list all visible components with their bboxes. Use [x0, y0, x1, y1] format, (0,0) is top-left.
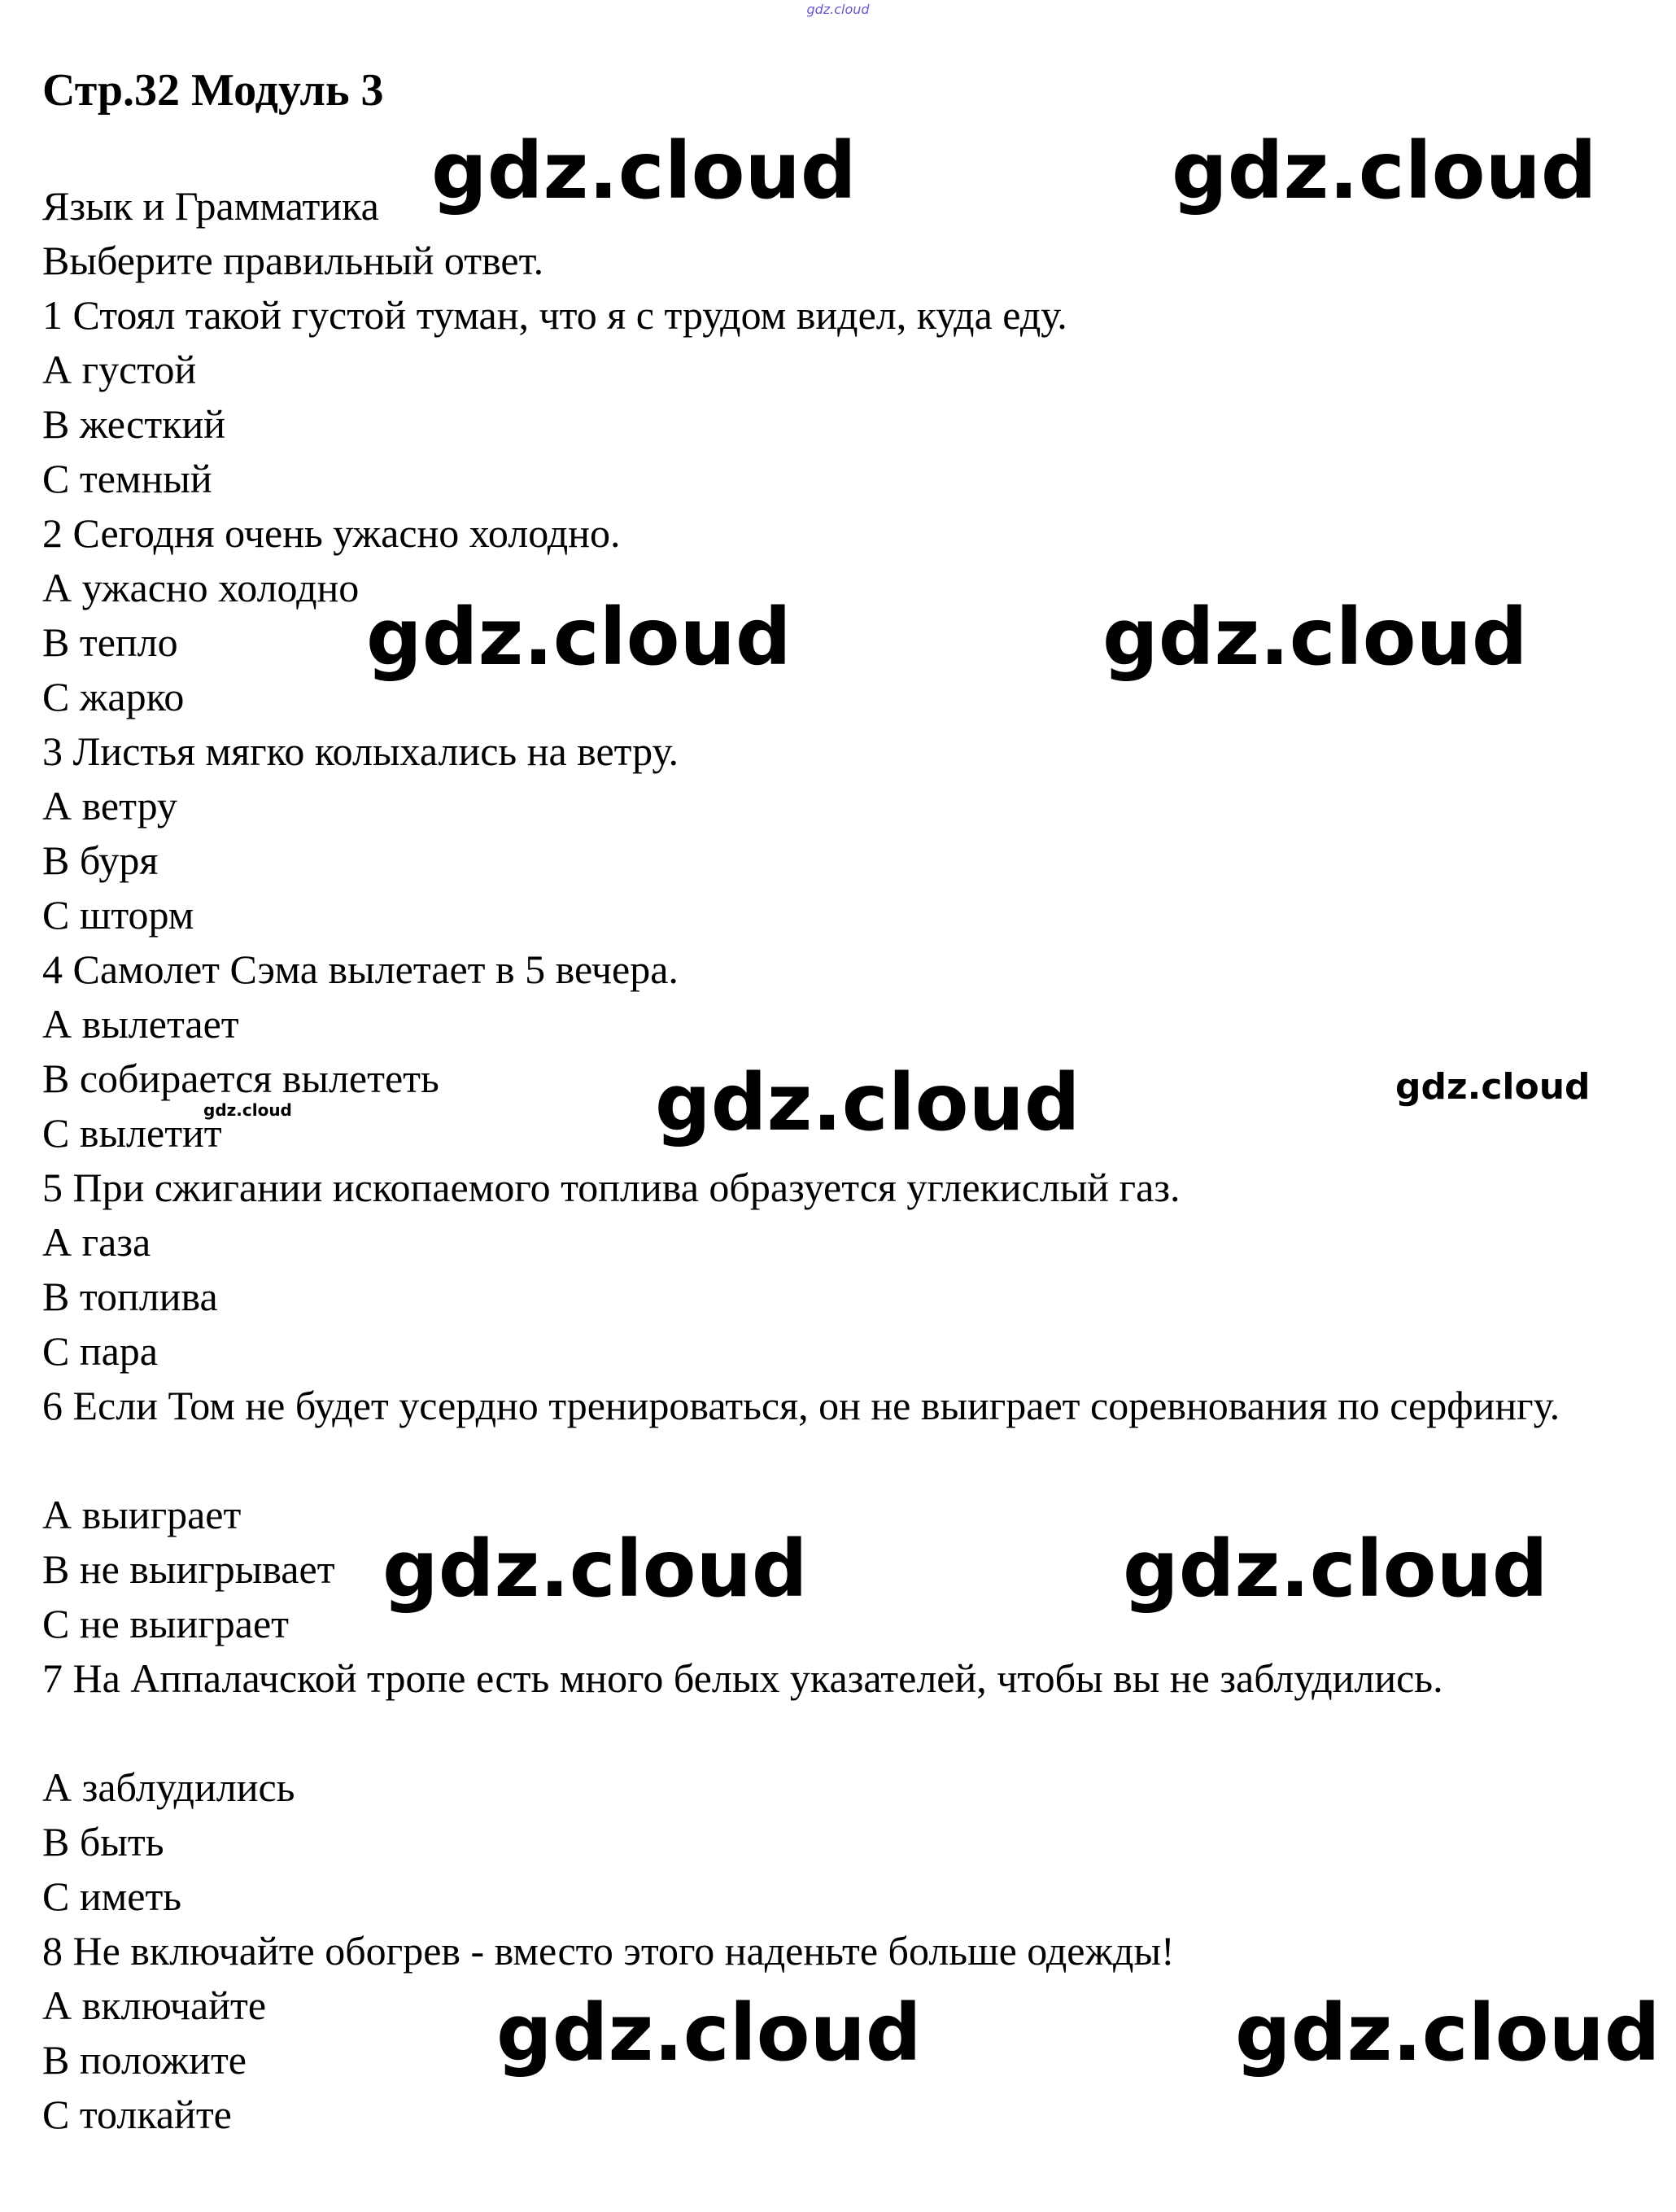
watermark: gdz.cloud [366, 592, 792, 683]
watermark: gdz.cloud [431, 125, 857, 216]
question-text: 5 При сжигании ископаемого топлива образуется углекислый газ. [42, 1165, 1181, 1210]
answer-option: С темный [42, 456, 212, 501]
answer-option: С шторм [42, 892, 194, 938]
answer-option: А включайте [42, 1982, 267, 2028]
answer-option: А заблудились [42, 1764, 295, 1810]
answer-option: А ужасно холодно [42, 565, 360, 610]
header-watermark: gdz.cloud [806, 2, 870, 17]
answer-option: А густой [42, 347, 197, 392]
watermark: gdz.cloud [1395, 1066, 1591, 1108]
answer-option: А ветру [42, 783, 177, 828]
question-text: 3 Листья мягко колыхались на ветру. [42, 728, 679, 774]
answer-option: С толкайте [42, 2092, 232, 2137]
answer-option: В топлива [42, 1274, 218, 1319]
exercise-content [42, 179, 1630, 2142]
question-text: 8 Не включайте обогрев - вместо этого наденьте больше одежды! [42, 1928, 1175, 1974]
section-title: Язык и Грамматика [42, 183, 379, 229]
answer-option: В буря [42, 837, 159, 883]
watermark: gdz.cloud [1172, 125, 1597, 216]
answer-option: А выиграет [42, 1492, 242, 1537]
answer-option: С не выиграет [42, 1601, 290, 1646]
question-text: 7 На Аппалачской тропе есть много белых указателей, чтобы вы не заблудились. [42, 1655, 1443, 1701]
answer-option: В не выигрывает [42, 1546, 335, 1592]
question-text: 6 Если Том не будет усердно тренироваться, он не выиграет соревнования по серфингу. [42, 1383, 1560, 1428]
watermark: gdz.cloud [203, 1100, 292, 1120]
answer-option: В быть [42, 1819, 164, 1864]
watermark: gdz.cloud [1123, 1523, 1548, 1615]
instruction-text: Выберите правильный ответ. [42, 238, 544, 283]
answer-option: С пара [42, 1328, 158, 1374]
answer-option: С вылетит [42, 1110, 222, 1156]
question-text: 2 Сегодня очень ужасно холодно. [42, 510, 621, 556]
answer-option: В тепло [42, 619, 178, 665]
answer-option: В положите [42, 2037, 247, 2083]
watermark: gdz.cloud [382, 1523, 808, 1615]
page-heading: Стр.32 Модуль 3 [42, 65, 384, 116]
watermark: gdz.cloud [1102, 592, 1528, 683]
answer-option: А вылетает [42, 1001, 239, 1047]
answer-option: С жарко [42, 674, 185, 719]
answer-option: А газа [42, 1219, 151, 1265]
answer-option: С иметь [42, 1873, 182, 1919]
question-text: 1 Стоял такой густой туман, что я с трудом видел, куда еду. [42, 292, 1067, 338]
answer-option: В собирается вылететь [42, 1056, 439, 1101]
watermark: gdz.cloud [1235, 1987, 1661, 2079]
answer-option: В жесткий [42, 401, 226, 447]
watermark: gdz.cloud [496, 1987, 922, 2079]
watermark: gdz.cloud [655, 1057, 1080, 1148]
question-text: 4 Самолет Сэма вылетает в 5 вечера. [42, 946, 679, 992]
